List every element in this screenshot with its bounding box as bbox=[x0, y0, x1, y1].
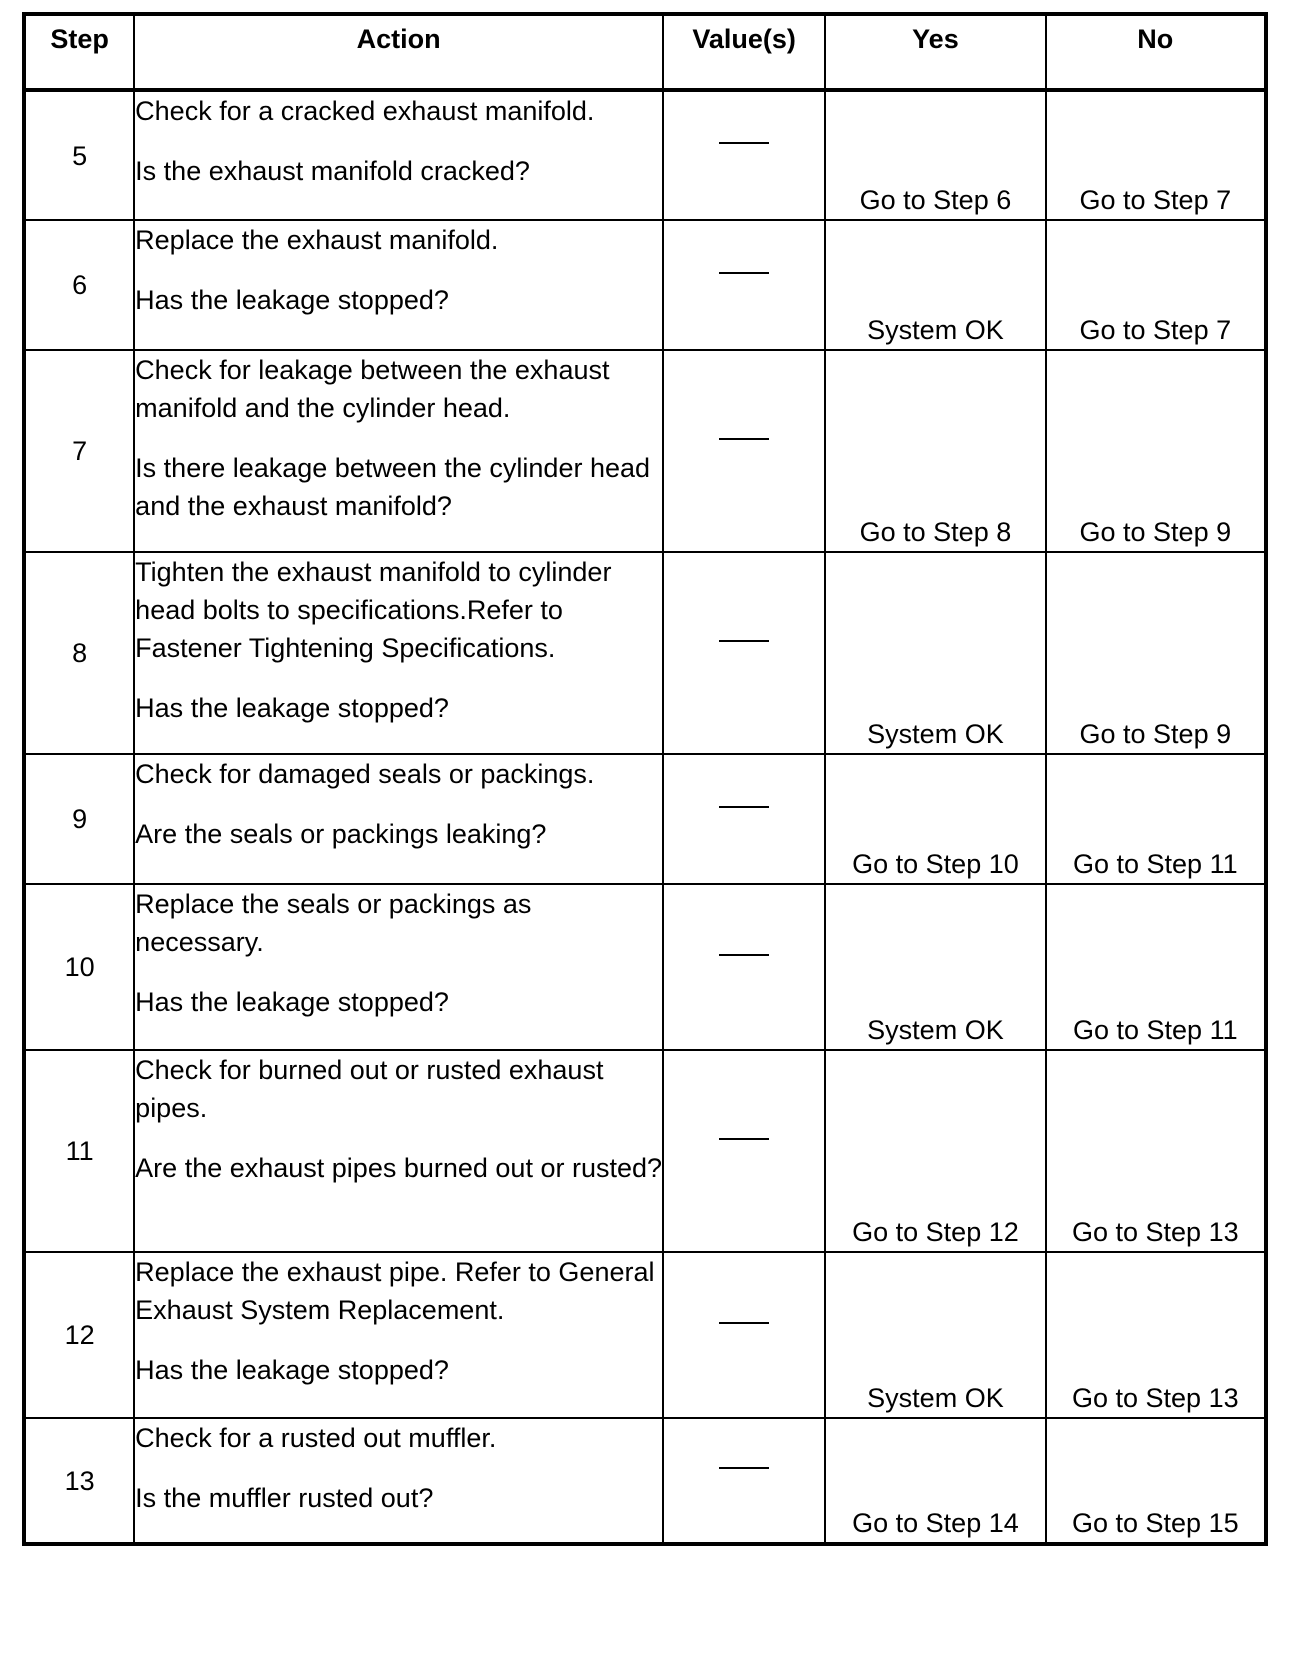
action-cell bbox=[134, 350, 663, 552]
table-header bbox=[24, 14, 1266, 90]
value-cell bbox=[663, 1050, 825, 1252]
table-row bbox=[24, 754, 1266, 884]
step-number: 8 bbox=[24, 552, 134, 754]
value-dash bbox=[719, 954, 769, 956]
action-question: Has the leakage stopped? bbox=[135, 285, 449, 315]
action-cell bbox=[134, 884, 663, 1050]
yes-result: System OK bbox=[825, 552, 1045, 754]
yes-result: System OK bbox=[825, 220, 1045, 350]
table-row bbox=[24, 1418, 1266, 1544]
action-cell bbox=[134, 1050, 663, 1252]
yes-result: Go to Step 6 bbox=[825, 90, 1045, 220]
value-cell bbox=[663, 1418, 825, 1544]
action-check: Check for a cracked exhaust manifold. bbox=[135, 96, 595, 126]
header-step: Step bbox=[24, 14, 134, 90]
action-cell bbox=[134, 90, 663, 220]
action-question: Are the seals or packings leaking? bbox=[135, 819, 547, 849]
yes-result: Go to Step 12 bbox=[825, 1050, 1045, 1252]
no-result: Go to Step 9 bbox=[1046, 350, 1266, 552]
no-result: Go to Step 7 bbox=[1046, 90, 1266, 220]
value-dash bbox=[719, 640, 769, 642]
table-body bbox=[24, 90, 1266, 1544]
value-cell bbox=[663, 754, 825, 884]
action-check: Check for burned out or rusted exhaust pipes. bbox=[135, 1055, 604, 1123]
value-dash bbox=[719, 438, 769, 440]
table-row bbox=[24, 350, 1266, 552]
header-no: No bbox=[1046, 14, 1266, 90]
action-question: Has the leakage stopped? bbox=[135, 987, 449, 1017]
action-check: Check for a rusted out muffler. bbox=[135, 1423, 497, 1453]
step-number: 6 bbox=[24, 220, 134, 350]
table-row bbox=[24, 884, 1266, 1050]
header-yes: Yes bbox=[825, 14, 1045, 90]
action-question: Is the muffler rusted out? bbox=[135, 1483, 434, 1513]
step-number: 7 bbox=[24, 350, 134, 552]
action-check: Replace the seals or packings as necessary. bbox=[135, 889, 532, 957]
header-action: Action bbox=[134, 14, 663, 90]
action-check: Check for damaged seals or packings. bbox=[135, 759, 595, 789]
value-dash bbox=[719, 1138, 769, 1140]
yes-result: Go to Step 14 bbox=[825, 1418, 1045, 1544]
yes-result: Go to Step 10 bbox=[825, 754, 1045, 884]
value-dash bbox=[719, 272, 769, 274]
value-cell bbox=[663, 1252, 825, 1418]
table-row bbox=[24, 90, 1266, 220]
table-row bbox=[24, 220, 1266, 350]
yes-result: System OK bbox=[825, 884, 1045, 1050]
action-check: Replace the exhaust pipe. Refer to General Exhaust System Replacement. bbox=[135, 1257, 655, 1325]
no-result: Go to Step 15 bbox=[1046, 1418, 1266, 1544]
no-result: Go to Step 13 bbox=[1046, 1252, 1266, 1418]
value-cell bbox=[663, 220, 825, 350]
value-cell bbox=[663, 350, 825, 552]
value-dash bbox=[719, 142, 769, 144]
value-dash bbox=[719, 1322, 769, 1324]
step-number: 9 bbox=[24, 754, 134, 884]
value-cell bbox=[663, 552, 825, 754]
action-cell bbox=[134, 1252, 663, 1418]
value-cell bbox=[663, 90, 825, 220]
no-result: Go to Step 7 bbox=[1046, 220, 1266, 350]
action-question: Are the exhaust pipes burned out or rusted? bbox=[135, 1153, 663, 1183]
no-result: Go to Step 9 bbox=[1046, 552, 1266, 754]
step-number: 11 bbox=[24, 1050, 134, 1252]
diagnostic-table bbox=[22, 12, 1268, 1546]
action-question: Has the leakage stopped? bbox=[135, 693, 449, 723]
action-question: Is the exhaust manifold cracked? bbox=[135, 156, 530, 186]
table-row bbox=[24, 1252, 1266, 1418]
no-result: Go to Step 11 bbox=[1046, 884, 1266, 1050]
step-number: 5 bbox=[24, 90, 134, 220]
value-cell bbox=[663, 884, 825, 1050]
no-result: Go to Step 13 bbox=[1046, 1050, 1266, 1252]
action-cell bbox=[134, 552, 663, 754]
action-question: Is there leakage between the cylinder head and the exhaust manifold? bbox=[135, 453, 651, 521]
action-question: Has the leakage stopped? bbox=[135, 1355, 449, 1385]
yes-result: Go to Step 8 bbox=[825, 350, 1045, 552]
action-check: Tighten the exhaust manifold to cylinder head bolts to specifications.Refer to Fastener Tightening Specifications. bbox=[135, 557, 612, 663]
action-check: Check for leakage between the exhaust manifold and the cylinder head. bbox=[135, 355, 610, 423]
step-number: 12 bbox=[24, 1252, 134, 1418]
value-dash bbox=[719, 806, 769, 808]
step-number: 13 bbox=[24, 1418, 134, 1544]
action-cell bbox=[134, 1418, 663, 1544]
header-values: Value(s) bbox=[663, 14, 825, 90]
table-row bbox=[24, 552, 1266, 754]
action-cell bbox=[134, 754, 663, 884]
no-result: Go to Step 11 bbox=[1046, 754, 1266, 884]
header-row bbox=[24, 14, 1266, 90]
step-number: 10 bbox=[24, 884, 134, 1050]
value-dash bbox=[719, 1467, 769, 1469]
action-cell bbox=[134, 220, 663, 350]
table-row bbox=[24, 1050, 1266, 1252]
yes-result: System OK bbox=[825, 1252, 1045, 1418]
action-check: Replace the exhaust manifold. bbox=[135, 225, 499, 255]
